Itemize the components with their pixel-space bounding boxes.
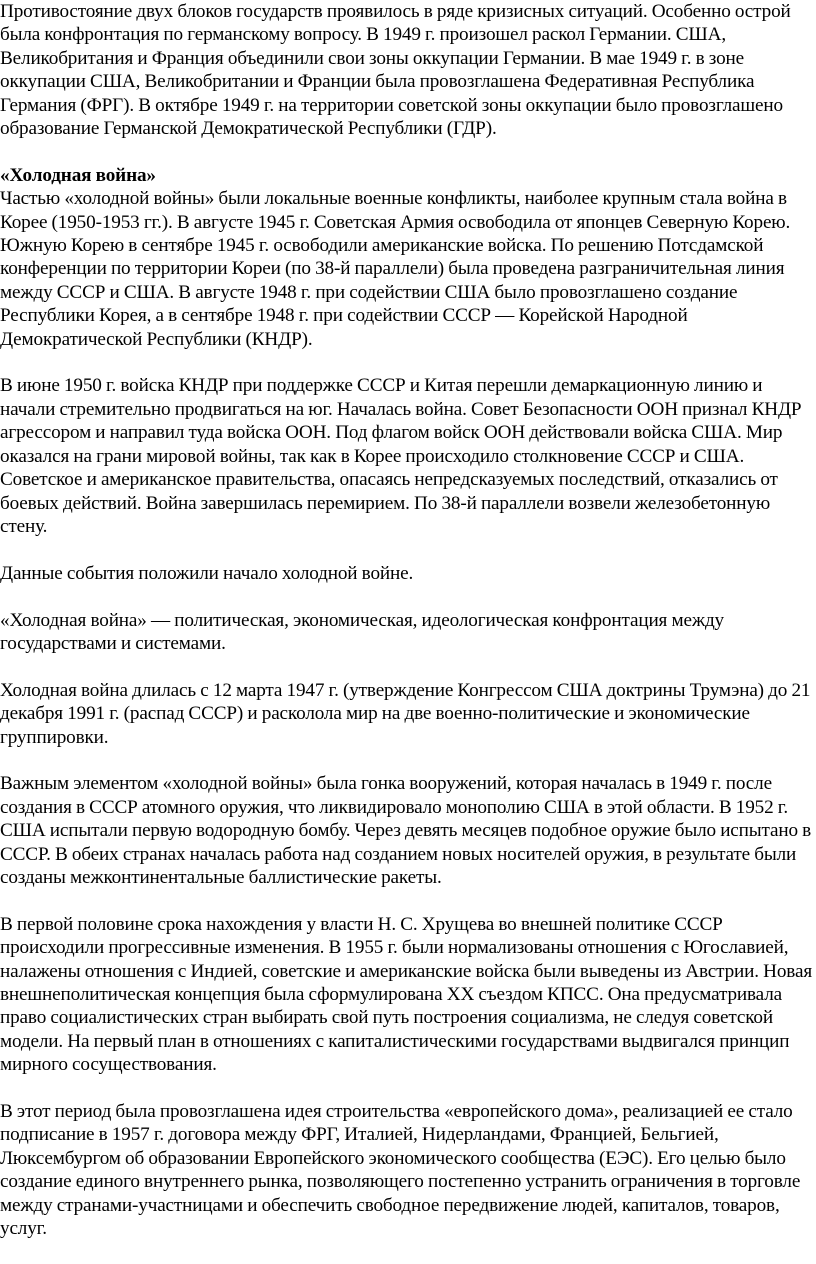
paragraph-korean-war-background: Частью «холодной войны» были локальные военные конфликты, наиболее крупным стала война в Корее (1950-1953 гг.). В августе 1945 г. Советская Армия освободила от японцев Северную Корею. Южную Корею в сентябре 1945 г. освободили американские войска. По решению Потсдамской конференции по территории Кореи (по 38-й параллели) была проведена разграничительная линия между СССР и США. В августе 1948 г. при содействии США было провозглашено создание Республики Корея, а в сентябре 1948 г. при содействии СССР — Корейской Народной Демократической Республики (КНДР).: [0, 188, 791, 350]
paragraph-european-home: В этот период была провозглашена идея строительства «европейского дома», реализацией ее стало подписание в 1957 г. договора между ФРГ, Италией, Нидерландами, Францией, Бельгией, Люксембургом об образовании Европейского экономического сообщества (ЕЭС). Его целью было создание единого внутреннего рынка, позволяющего постепенно устранить ограничения в торговле между странами-участницами и обеспечить свободное передвижение людей, капиталов, товаров, услуг.: [0, 1100, 801, 1239]
paragraph-cold-war-duration: Холодная война длилась с 12 марта 1947 г. (утверждение Конгрессом США доктрины Трумэна) до 21 декабря 1991 г. (распад СССР) и расколола мир на две военно-политические и экономические группировки.: [0, 679, 811, 748]
paragraph-arms-race: Важным элементом «холодной войны» была гонка вооружений, которая началась в 1949 г. после создания в СССР атомного оружия, что ликвидировало монополию США в этой области. В 1952 г. США испытали первую водородную бомбу. Через девять месяцев подобное оружие было испытано в СССР. В обеих странах началась работа над созданием новых носителей оружия, в результате были созданы межконтинентальные баллистические ракеты.: [0, 773, 812, 888]
paragraph-german-question: Противостояние двух блоков государств проявилось в ряде кризисных ситуаций. Особенно острой была конфронтация по германскому вопросу. В 1949 г. произошел раскол Германии. США, Великобритания и Франция объединили свои зоны оккупации Германии. В мае 1949 г. в зоне оккупации США, Великобритании и Франции была провозглашена Федеративная Республика Германия (ФРГ). В октябре 1949 г. на территории советской зоны оккупации было провозглашено образование Германской Демократической Республики (ГДР).: [0, 1, 791, 140]
paragraph-korean-war: В июне 1950 г. войска КНДР при поддержке СССР и Китая перешли демаркационную линию и начали стремительно продвигаться на юг. Началась война. Совет Безопасности ООН признал КНДР агрессором и направил туда войска ООН. Под флагом войск ООН действовали войска США. Мир оказался на грани мировой войны, так как в Корее происходило столкновение СССР и США. Советское и американское правительства, опасаясь непредсказуемых последствий, отказались от боевых действий. Война завершилась перемирием. По 38-й параллели возвели железобетонную стену.: [0, 375, 802, 537]
section-cold-war: [0, 164, 816, 351]
paragraph-cold-war-start: Данные события положили начало холодной войне.: [0, 562, 414, 584]
paragraph-khrushchev-policy: В первой половине срока нахождения у власти Н. С. Хрущева во внешней политике СССР происходили прогрессивные изменения. В 1955 г. были нормализованы отношения с Югославией, налажены отношения с Индией, советские и американские войска были выведены из Австрии. Новая внешнеполитическая концепция была сформулирована XX съездом КПСС. Она предусматривала право социалистических стран выбирать свой путь построения социализма, не следуя советской модели. На первый план в отношениях с капиталистическими государствами выдвигался принцип мирного сосуществования.: [0, 913, 813, 1076]
section-heading: «Холодная война»: [0, 164, 156, 186]
paragraph-cold-war-definition: «Холодная война» — политическая, экономическая, идеологическая конфронтация между государствами и системами.: [0, 609, 725, 654]
